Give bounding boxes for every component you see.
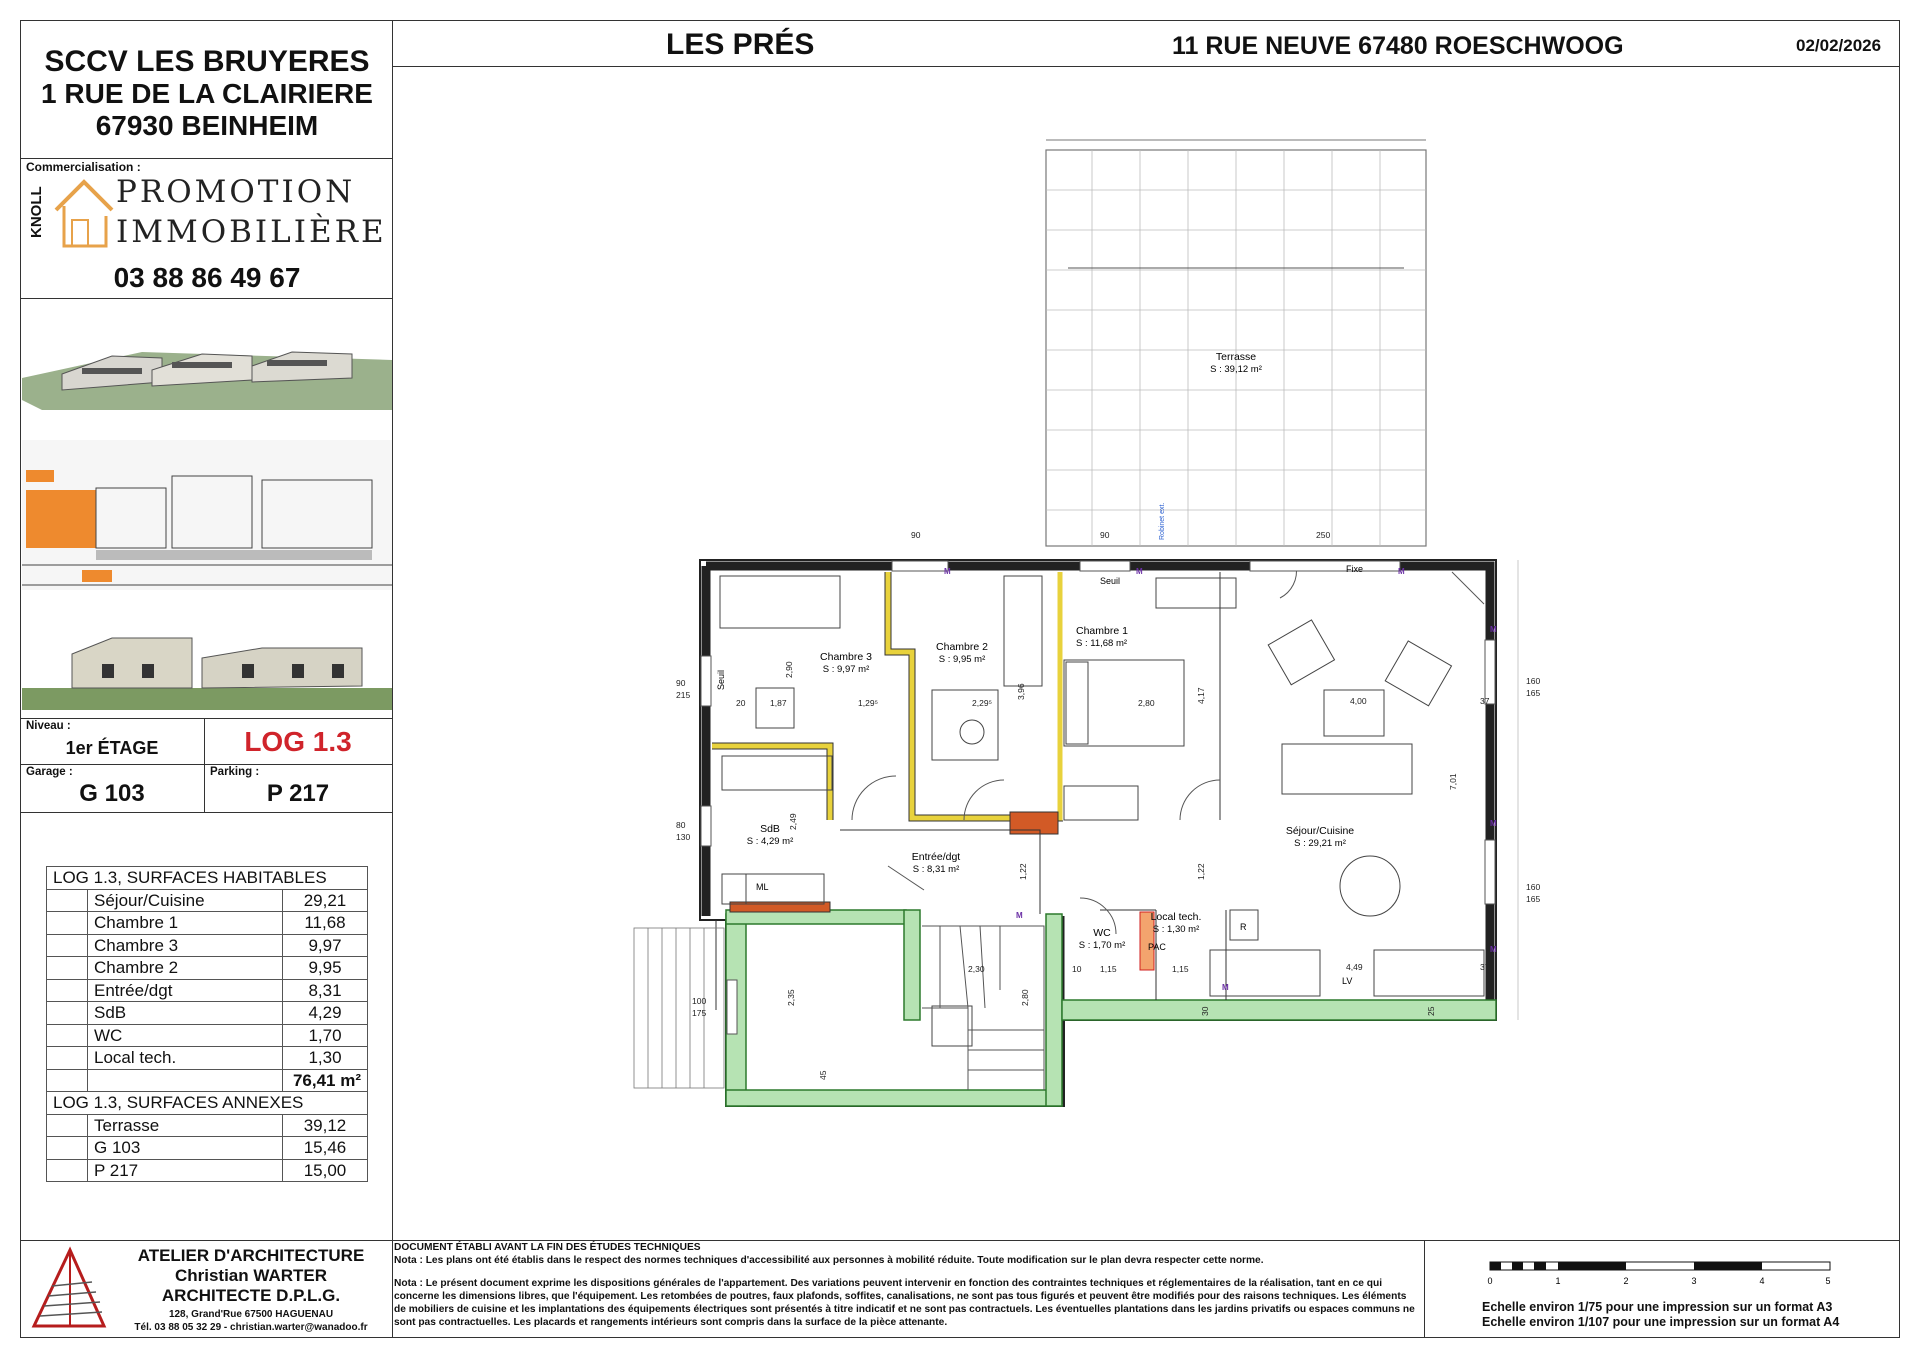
dim: 7,01 <box>1448 773 1458 790</box>
table-row <box>47 979 368 1002</box>
parking-label: Parking : <box>210 766 260 778</box>
scale-a3: Echelle environ 1/75 pour une impression sur un format A3 <box>1482 1300 1833 1314</box>
dim: 4,17 <box>1196 687 1206 704</box>
scale-tick: 1 <box>1555 1276 1561 1286</box>
dim: 1,22 <box>1196 863 1206 880</box>
dim: 215 <box>676 690 691 700</box>
wc-area: S : 1,70 m² <box>1078 940 1126 951</box>
niveau-divider <box>20 718 392 719</box>
dim: 1,15 <box>1100 964 1117 974</box>
seuil-label-left: Seuil <box>716 669 726 690</box>
local-tech-label: Local tech. <box>1150 911 1202 923</box>
entree-area: S : 8,31 m² <box>912 864 960 875</box>
svg-text:M: M <box>1222 983 1229 992</box>
dim: 90 <box>1100 530 1110 540</box>
dim: 2,90 <box>784 661 794 678</box>
annex-name: G 103 <box>88 1137 283 1160</box>
dim: 2,35 <box>786 989 796 1006</box>
table-row <box>47 957 368 980</box>
annex-name: Terrasse <box>88 1114 283 1137</box>
dim: 4,00 <box>1350 696 1367 706</box>
dim: 100 <box>692 996 707 1006</box>
architect-contact: Tél. 03 88 05 32 29 - christian.warter@wanadoo.fr <box>134 1322 368 1333</box>
svg-text:M: M <box>1016 911 1023 920</box>
fixe-label: Fixe <box>1346 564 1364 574</box>
surfaces-table <box>46 866 368 1182</box>
ml-label: ML <box>756 882 769 892</box>
log-number: LOG 1.3 <box>244 726 352 757</box>
seuil-label: Seuil <box>1100 576 1121 586</box>
svg-text:M: M <box>944 567 951 576</box>
dim: 160 <box>1526 676 1541 686</box>
table-row <box>47 1024 368 1047</box>
surface-name: Local tech. <box>88 1047 283 1070</box>
local-tech-area: S : 1,30 m² <box>1152 924 1200 935</box>
dim: 10 <box>1072 964 1082 974</box>
company-street: 1 RUE DE LA CLAIRIERE <box>41 78 373 109</box>
dimension-labels <box>676 530 1540 1080</box>
annex-name: P 217 <box>88 1159 283 1182</box>
surface-value: 8,31 <box>283 979 368 1002</box>
garage-value: G 103 <box>79 780 145 807</box>
dim: 130 <box>676 832 691 842</box>
surface-name: Chambre 3 <box>88 934 283 957</box>
svg-text:M: M <box>1398 567 1405 576</box>
architect-address: 128, Grand'Rue 67500 HAGUENAU <box>168 1309 334 1320</box>
interior-partitions <box>712 572 1060 820</box>
annex-value: 15,46 <box>283 1137 368 1160</box>
table-row <box>47 1002 368 1025</box>
architect-name-line2: Christian WARTER <box>174 1266 328 1285</box>
dim: 2,29⁵ <box>972 698 993 708</box>
table-row <box>47 889 368 912</box>
dim: 2,80 <box>1020 989 1030 1006</box>
scale-bar <box>1488 1256 1838 1292</box>
annex-value: 39,12 <box>283 1114 368 1137</box>
table-row <box>47 934 368 957</box>
dim: 165 <box>1526 894 1541 904</box>
architect-name-line1: ATELIER D'ARCHITECTURE <box>137 1246 365 1265</box>
dim: 37 <box>1480 696 1490 706</box>
aerial-rendering-image <box>22 330 392 410</box>
dim: 90 <box>676 678 686 688</box>
dim: 80 <box>676 820 686 830</box>
svg-text:M: M <box>1490 819 1497 828</box>
promotion-logo-text: PROMOTION <box>116 174 356 210</box>
svg-text:M: M <box>1136 567 1143 576</box>
dim: 250 <box>1316 530 1331 540</box>
note-title: DOCUMENT ÉTABLI AVANT LA FIN DES ÉTUDES TECHNIQUES <box>394 1242 701 1253</box>
surface-name: Chambre 2 <box>88 957 283 980</box>
surface-value: 9,97 <box>283 934 368 957</box>
dim: 2,49 <box>788 813 798 830</box>
svg-text:M: M <box>1490 625 1497 634</box>
terrasse-label: Terrasse <box>1215 351 1257 363</box>
sejour-label: Séjour/Cuisine <box>1285 825 1355 837</box>
fridge-label: R <box>1240 922 1247 932</box>
surface-value: 29,21 <box>283 889 368 912</box>
unit-info-bottom <box>20 812 392 813</box>
architect-name-line3: ARCHITECTE D.P.L.G. <box>161 1286 341 1305</box>
parking-value: P 217 <box>266 780 330 807</box>
dim: 175 <box>692 1008 707 1018</box>
niveau-value: 1er ÉTAGE <box>65 738 159 758</box>
dim: 90 <box>911 530 921 540</box>
habitables-title: LOG 1.3, SURFACES HABITABLES <box>47 867 368 890</box>
chambre3-label: Chambre 3 <box>820 651 872 663</box>
footer-notes-divider-right <box>1424 1240 1425 1338</box>
immobiliere-logo-text: IMMOBILIÈRE <box>116 214 387 250</box>
scale-tick: 5 <box>1825 1276 1831 1286</box>
dim: 20 <box>736 698 746 708</box>
table-row <box>47 1159 368 1182</box>
company-name: SCCV LES BRUYERES <box>44 45 370 78</box>
lv-label: LV <box>1342 976 1353 986</box>
annexes-title: LOG 1.3, SURFACES ANNEXES <box>47 1092 368 1115</box>
dim: 1,29⁵ <box>858 698 879 708</box>
surface-name: Entrée/dgt <box>88 979 283 1002</box>
table-row <box>47 1092 368 1115</box>
surface-value: 4,29 <box>283 1002 368 1025</box>
terrace <box>1046 140 1426 546</box>
sejour-area: S : 29,21 m² <box>1294 838 1346 849</box>
dim: 1,22 <box>1018 863 1028 880</box>
dim: 25 <box>1426 1006 1436 1016</box>
wc-label: WC <box>1093 927 1111 939</box>
scale-a4: Echelle environ 1/107 pour une impression sur un format A4 <box>1482 1315 1840 1329</box>
house-logo-icon <box>52 176 116 250</box>
scale-tick: 3 <box>1691 1276 1697 1286</box>
dim: 45 <box>818 1070 828 1080</box>
surface-name: SdB <box>88 1002 283 1025</box>
architect-logo-icon <box>30 1246 108 1332</box>
landing-exterior <box>634 928 724 1088</box>
surface-value: 1,70 <box>283 1024 368 1047</box>
dim: 1,15 <box>1172 964 1189 974</box>
pac-label: PAC <box>1148 942 1166 952</box>
table-row <box>47 1114 368 1137</box>
dim: 1,87 <box>770 698 787 708</box>
disclaimer-notes <box>394 1241 1420 1335</box>
sales-phone: 03 88 86 49 67 <box>113 262 301 293</box>
knoll-logo-text: KNOLL <box>28 186 45 238</box>
dim: 2,30 <box>968 964 985 974</box>
company-block <box>22 46 392 142</box>
table-row <box>47 912 368 935</box>
chambre1-area: S : 11,68 m² <box>1076 638 1128 649</box>
table-row <box>47 867 368 890</box>
dim: 4,49 <box>1346 962 1363 972</box>
street-rendering-image <box>22 624 392 710</box>
surface-value: 11,68 <box>283 912 368 935</box>
surface-value: 1,30 <box>283 1047 368 1070</box>
stair <box>922 926 1044 1090</box>
surface-name: WC <box>88 1024 283 1047</box>
surface-value: 9,95 <box>283 957 368 980</box>
table-row <box>47 1069 368 1092</box>
dim: 2,80 <box>1138 698 1155 708</box>
robinet-label: Robinet ext. <box>1159 502 1166 540</box>
chambre1-label: Chambre 1 <box>1076 625 1128 637</box>
garage-divider <box>20 764 392 765</box>
project-name: LES PRÉS <box>666 28 815 61</box>
chambre2-label: Chambre 2 <box>936 641 988 653</box>
svg-text:M: M <box>1490 945 1497 954</box>
room-labels <box>747 625 1355 951</box>
garage-label: Garage : <box>26 766 73 778</box>
commercialisation-label: Commercialisation : <box>26 160 141 174</box>
site-plan-image <box>22 440 392 590</box>
surface-name: Chambre 1 <box>88 912 283 935</box>
chambre3-area: S : 9,97 m² <box>822 664 870 675</box>
chambre2-area: S : 9,95 m² <box>938 654 986 665</box>
project-address: 11 RUE NEUVE 67480 ROESCHWOOG <box>1172 32 1624 60</box>
dim: 165 <box>1526 688 1541 698</box>
annex-value: 15,00 <box>283 1159 368 1182</box>
table-row <box>47 1137 368 1160</box>
dim: 3,96 <box>1016 683 1026 700</box>
surface-name: Séjour/Cuisine <box>88 889 283 912</box>
entree-label: Entrée/dgt <box>911 851 961 863</box>
scale-tick: 2 <box>1623 1276 1629 1286</box>
note-general: Nota : Le présent document exprime les dispositions générales de l'appartement. Des variations peuvent intervenir en fonction des contraintes techniques et réglementaires de la réalisation, tant en ce qui concerne les dimensions libres, que l'équipement. Les retombées de poutres, faux plafonds, soffites, canalisations, ne sont pas tous figurés et peuvent être modifiés pour des raisons techniques. Les éléments de mobiliers de cuisine et les implantations des équipements électriques sont présentés à titre indicatif et ne sont pas contractuels. Les éventuelles plantations dans les jardins privatifs ou espaces communs ne sont pas contractuelles. Les placards et rangements intérieurs sont compris dans la surface de la pièce attenante. <box>394 1278 1415 1328</box>
logo-divider <box>20 298 392 299</box>
note-accessibility: Nota : Les plans ont été établis dans le respect des normes techniques d'accessibilité aux personnes à mobilité réduite. Toute modification sur le plan devra respecter cette norme. <box>394 1255 1264 1266</box>
scale-tick: 4 <box>1759 1276 1765 1286</box>
terrasse-area: S : 39,12 m² <box>1210 364 1262 375</box>
document-date: 02/02/2026 <box>1796 36 1882 55</box>
door-swings <box>852 566 1484 934</box>
table-row <box>47 1047 368 1070</box>
armchair-furniture <box>1268 620 1451 706</box>
scale-tick: 0 <box>1487 1276 1493 1286</box>
dim: 160 <box>1526 882 1541 892</box>
niveau-label: Niveau : <box>26 720 71 732</box>
sdb-area: S : 4,29 m² <box>746 836 794 847</box>
dim: 30 <box>1200 1006 1210 1016</box>
sdb-label: SdB <box>760 823 780 835</box>
floor-plan <box>392 66 1900 1240</box>
company-city: 67930 BEINHEIM <box>95 110 319 141</box>
surface-total: 76,41 m² <box>283 1069 368 1092</box>
company-divider <box>20 158 392 159</box>
dim: 37 <box>1480 962 1490 972</box>
